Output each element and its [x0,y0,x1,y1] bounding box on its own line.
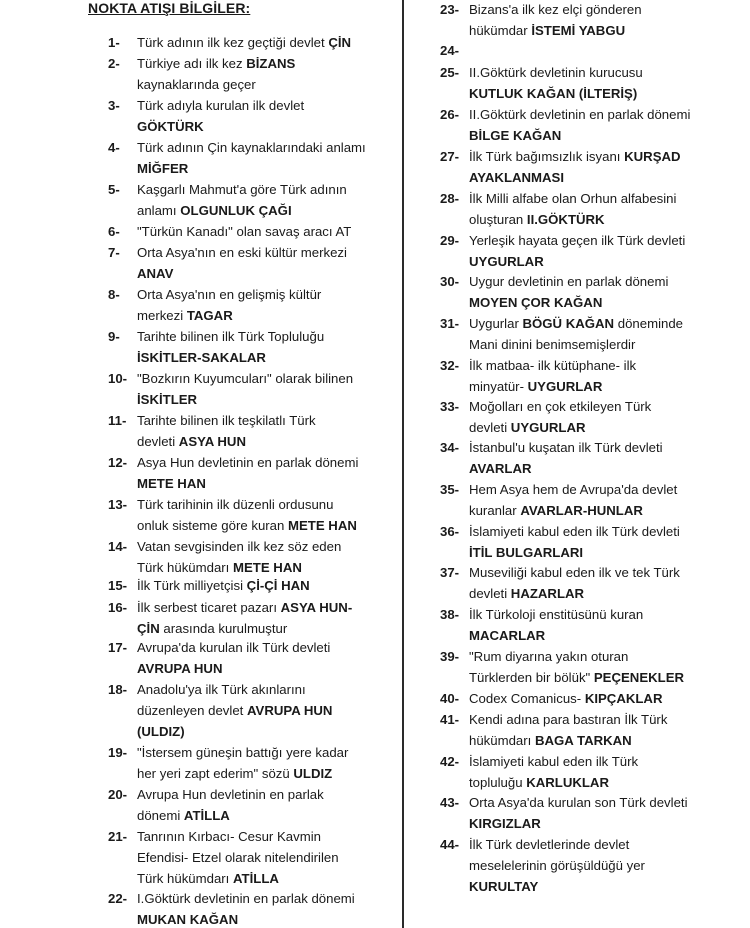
item-number: 1- [108,35,120,50]
item-number: 21- [108,829,128,844]
item-number: 4- [108,140,120,155]
item-text-plain: İlk Milli alfabe olan Orhun alfabesini oluşturan [469,191,677,227]
item-number: 37- [440,565,460,580]
item-answer: ATİLLA [183,808,230,823]
item-number: 27- [440,149,460,164]
item-answer: METE HAN [233,560,302,575]
item-number: 43- [440,795,460,810]
item-number: 7- [108,245,120,260]
item-text [137,410,400,452]
item-answer: ULDIZ [293,766,333,781]
item-text-plain: Museviliği kabul eden ilk ve tek Türk devleti [469,565,680,601]
item-text-after: arasında kurulmuştur [159,621,288,636]
item-text-plain: Yerleşik hayata geçen ilk Türk devleti [469,233,686,248]
item-text-plain: Moğolları en çok etkileyen Türk devleti [469,399,652,435]
item-text [137,368,400,410]
item-text [469,313,750,355]
item-text [137,536,400,578]
item-text-plain: Tarihte bilinen ilk teşkilatlı Türk devleti [137,413,316,449]
item-number: 40- [440,691,460,706]
item-text [137,679,400,742]
item-text [469,646,750,688]
item-answer: AVARLAR [469,461,532,476]
item-text-plain: Avrupa'da kurulan ilk Türk devleti [137,640,331,655]
item-text-after: döneminde Mani dinini benimsemişlerdir [469,316,684,352]
item-answer: ATİLLA [233,871,279,886]
item-text-plain: II.Göktürk devletinin kurucusu [469,65,643,80]
item-answer: KUTLUK KAĞAN (İLTERİŞ) [469,86,638,101]
item-text [469,604,750,646]
item-number: 20- [108,787,128,802]
item-text-plain: I.Göktürk devletinin en parlak dönemi [137,891,355,906]
item-text [137,597,400,639]
item-text [137,742,400,784]
item-answer: BİZANS [246,56,296,71]
item-text [469,688,750,709]
item-text [469,521,750,563]
item-text-plain: Tanrının Kırbacı- Cesur Kavmin Efendisi- Etzel olarak nitelendirilen Türk hükümdarı [137,829,339,886]
item-answer: MACARLAR [469,628,546,643]
item-answer: MUKAN KAĞAN [137,912,239,927]
item-answer: BAGA TARKAN [534,733,632,748]
item-number: 14- [108,539,128,554]
item-text-plain: Orta Asya'nın en gelişmiş kültür merkezi [137,287,322,323]
item-text [137,242,400,284]
item-number: 39- [440,649,460,664]
item-number: 34- [440,440,460,455]
item-text-plain: Türk adının ilk kez geçtiği devlet [137,35,329,50]
item-text [137,826,400,889]
item-answer: TAGAR [186,308,233,323]
item-text-plain: Vatan sevgisinden ilk kez söz eden Türk hükümdarı [137,539,342,575]
item-text [469,188,750,230]
item-text-plain: Asya Hun devletinin en parlak dönemi [137,455,359,470]
item-answer: ANAV [137,266,174,281]
item-answer: BÖGÜ KAĞAN [522,316,615,331]
page-title: NOKTA ATIŞI BİLGİLER: [88,0,251,16]
item-number: 26- [440,107,460,122]
item-number: 6- [108,224,120,239]
item-text [137,784,400,826]
item-answer: UYGURLAR [527,379,603,394]
item-answer: ASYA HUN- ÇİN [137,600,353,636]
item-answer: UYGURLAR [469,254,544,269]
item-number: 24- [440,43,460,58]
item-text [137,53,400,95]
item-answer: KURŞAD AYAKLANMASI [469,149,681,185]
item-number: 5- [108,182,120,197]
item-number: 23- [440,2,460,17]
item-text [469,709,750,751]
item-text-plain: Kaşgarlı Mahmut'a göre Türk adının anlamı [137,182,347,218]
item-number: 3- [108,98,120,113]
item-answer: AVRUPA HUN (ULDIZ) [137,703,333,739]
item-number: 38- [440,607,460,622]
item-number: 13- [108,497,128,512]
item-text-plain: Türk adının Çin kaynaklarındaki anlamı [137,140,366,155]
item-answer: MOYEN ÇOR KAĞAN [469,295,603,310]
item-text-plain: Kendi adına para bastıran İlk Türk hükümdarı [469,712,668,748]
item-number: 42- [440,754,460,769]
item-text-plain: İlk matbaa- ilk kütüphane- ilk minyatür- [469,358,637,394]
item-text [137,637,400,679]
item-text-after: kaynaklarında geçer [137,77,256,92]
item-number: 10- [108,371,128,386]
item-number: 31- [440,316,460,331]
item-text-plain: "Bozkırın Kuyumcuları" olarak bilinen [137,371,354,386]
item-number: 35- [440,482,460,497]
item-number: 11- [108,413,127,428]
item-answer: KURULTAY [469,879,539,894]
item-text [469,355,750,397]
item-number: 15- [108,578,128,593]
item-text [469,146,750,188]
item-number: 28- [440,191,460,206]
item-number: 33- [440,399,460,414]
item-text [469,562,750,604]
item-text-plain: Anadolu'ya ilk Türk akınlarını düzenleyen devlet [137,682,306,718]
item-number: 44- [440,837,460,852]
item-text-plain: İslamiyeti kabul eden ilk Türk topluluğu [469,754,639,790]
item-answer: ÇİN [328,35,352,50]
item-number: 19- [108,745,128,760]
item-number: 8- [108,287,120,302]
item-answer: PEÇENEKLER [593,670,685,685]
item-text-plain: Tarihte bilinen ilk Türk Topluluğu [137,329,325,344]
item-text [137,179,400,221]
item-number: 17- [108,640,128,655]
item-text [137,32,400,53]
item-text [469,104,750,146]
item-text-plain: Codex Comanicus- [469,691,585,706]
item-text-plain: İstanbul'u kuşatan ilk Türk devleti [469,440,663,455]
item-text-plain: Türk adıyla kurulan ilk devlet [137,98,305,113]
item-text-plain: İslamiyeti kabul eden ilk Türk devleti [469,524,680,539]
item-text [469,0,750,41]
item-number: 16- [108,600,128,615]
item-text [137,452,400,494]
item-answer: İSTEMİ YABGU [531,23,626,38]
item-text [469,834,750,897]
item-number: 25- [440,65,460,80]
item-answer: METE HAN [288,518,357,533]
item-answer: KARLUKLAR [526,775,609,790]
item-answer: GÖKTÜRK [137,119,204,134]
item-answer: Çİ-Çİ HAN [246,578,310,593]
item-text-plain: Uygurlar [469,316,523,331]
item-answer: İSKİTLER-SAKALAR [137,350,266,365]
item-text-plain: İlk Türkoloji enstitüsünü kuran [469,607,644,622]
item-text [137,326,400,368]
item-text [469,396,750,438]
item-text-plain: II.Göktürk devletinin en parlak dönemi [469,107,691,122]
item-answer: KIRGIZLAR [469,816,541,831]
item-text [469,62,750,104]
item-text [137,95,400,137]
item-text [137,494,400,536]
item-text-plain: Türk tarihinin ilk düzenli ordusunu onluk sisteme göre kuran [137,497,334,533]
item-answer: UYGURLAR [510,420,586,435]
item-answer: AVRUPA HUN [137,661,223,676]
item-text-plain: "Türkün Kanadı" olan savaş aracı AT [137,224,352,239]
item-answer: İTİL BULGARLARI [469,545,584,560]
item-text-plain: İlk serbest ticaret pazarı [137,600,281,615]
item-number: 22- [108,891,128,906]
item-answer: II.GÖKTÜRK [526,212,605,227]
item-text-plain: İlk Türk milliyetçisi [137,578,247,593]
item-text [469,479,750,521]
item-text [469,792,750,834]
item-text-plain: Hem Asya hem de Avrupa'da devlet kuranlar [469,482,678,518]
item-text [137,575,400,596]
item-number: 32- [440,358,460,373]
item-text-plain: "Rum diyarına yakın oturan Türklerden bir bölük" [469,649,629,685]
item-answer: OLGUNLUK ÇAĞI [180,203,292,218]
item-text [469,271,750,313]
item-number: 36- [440,524,460,539]
item-answer: METE HAN [137,476,206,491]
item-number: 18- [108,682,128,697]
item-text-plain: Avrupa Hun devletinin en parlak dönemi [137,787,324,823]
column-divider [402,0,404,928]
item-text-plain: "İstersem güneşin battığı yere kadar her yeri zapt ederim" sözü [137,745,349,781]
item-number: 41- [440,712,460,727]
item-text-plain: Uygur devletinin en parlak dönemi [469,274,669,289]
item-text-plain: İlk Türk devletlerinde devlet meselelerinin görüşüldüğü yer [469,837,645,873]
item-number: 2- [108,56,120,71]
item-text [137,284,400,326]
item-number: 29- [440,233,460,248]
item-text-plain: Orta Asya'nın en eski kültür merkezi [137,245,347,260]
item-answer: HAZARLAR [510,586,585,601]
item-text-plain: Türkiye adı ilk kez [137,56,247,71]
item-number: 12- [108,455,128,470]
item-text-plain: Bizans'a ilk kez elçi gönderen hükümdar [469,2,642,38]
item-answer: BİLGE KAĞAN [469,128,562,143]
item-text [469,751,750,793]
item-number: 30- [440,274,460,289]
item-text [137,221,400,242]
item-text [469,230,750,272]
item-text-plain: İlk Türk bağımsızlık isyanı [469,149,625,164]
item-text [137,888,400,928]
item-answer: MİĞFER [137,161,189,176]
item-answer: AVARLAR-HUNLAR [520,503,643,518]
item-text [469,437,750,479]
item-answer: KIPÇAKLAR [584,691,663,706]
item-text [137,137,400,179]
item-answer: ASYA HUN [178,434,246,449]
item-text-plain: Orta Asya'da kurulan son Türk devleti [469,795,688,810]
item-answer: İSKİTLER [137,392,198,407]
item-number: 9- [108,329,120,344]
